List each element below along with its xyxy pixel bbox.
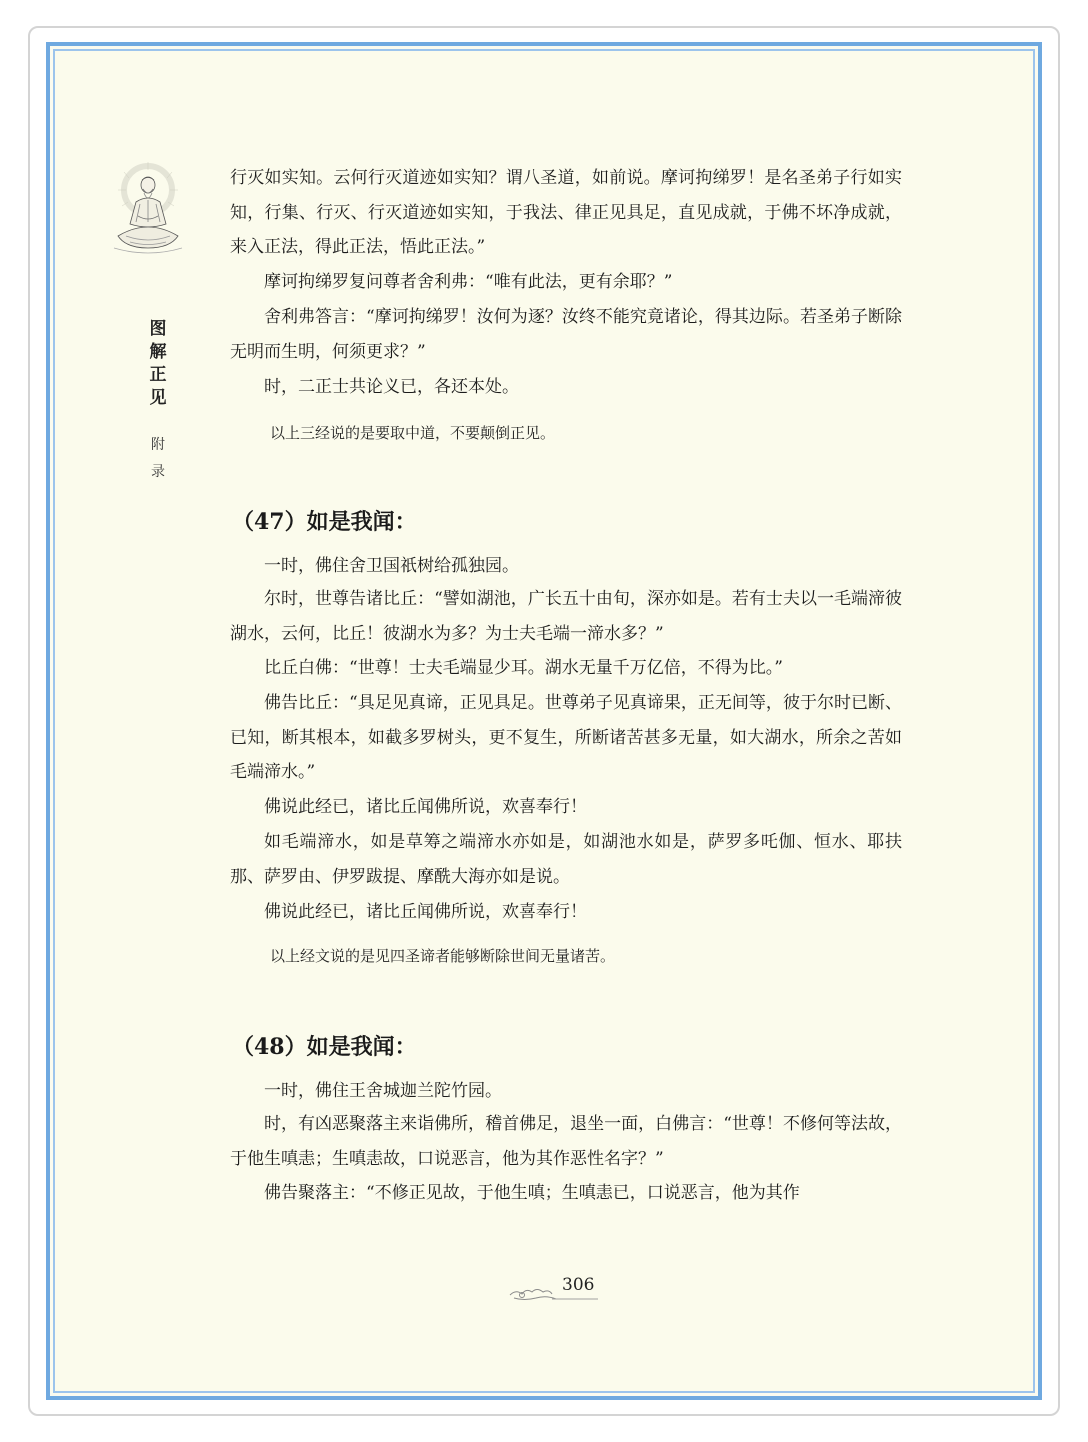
paragraph-continuation: 行灭如实知。云何行灭道迹如实知？谓八圣道，如前说。摩诃拘绨罗！是名圣弟子行如实知，行集、行灭、行灭道迹如实知，于我法、律正见具足，直见成就，于佛不坏净成就，来入正法，得此正法，悟此正法。” — [230, 168, 902, 257]
paragraph: 摩诃拘绨罗复问尊者舍利弗：“唯有此法，更有余耶？” — [264, 272, 673, 292]
paragraph: 佛说此经已，诸比丘闻佛所说，欢喜奉行！ — [264, 797, 587, 817]
paragraph: 时，二正士共论义已，各还本处。 — [264, 377, 519, 397]
side-title: 图解正见 — [149, 319, 167, 408]
paragraph: 一时，佛住王舍城迦兰陀竹园。 — [264, 1081, 502, 1101]
summary-note: 以上经文说的是见四圣谛者能够断除世间无量诸苦。 — [270, 947, 616, 965]
paragraph: 佛告聚落主：“不修正见故，于他生嗔；生嗔恚已，口说恶言，他为其作 — [264, 1183, 800, 1203]
paragraph: 时，有凶恶聚落主来诣佛所，稽首佛足，退坐一面，白佛言：“世尊！不修何等法故，于他生嗔恚；生嗔恚故，口说恶言，他为其作恶性名字？” — [230, 1114, 902, 1169]
section-heading-47: （47）如是我闻： — [232, 509, 417, 535]
summary-note: 以上三经说的是要取中道，不要颠倒正见。 — [270, 424, 556, 442]
paragraph: 尔时，世尊告诸比丘：“譬如湖池，广长五十由旬，深亦如是。若有士夫以一毛端渧彼湖水，云何，比丘！彼湖水为多？为士夫毛端一渧水多？” — [230, 589, 902, 644]
paragraph: 比丘白佛：“世尊！士夫毛端显少耳。湖水无量千万亿倍，不得为比。” — [264, 658, 783, 678]
paragraph: 一时，佛住舍卫国祇树给孤独园。 — [264, 556, 519, 576]
paragraph: 佛告比丘：“具足见真谛，正见具足。世尊弟子见真谛果，正无间等，彼于尔时已断、已知，断其根本，如截多罗树头，更不复生，所断诸苦甚多无量，如大湖水，所余之苦如毛端渧水。” — [230, 693, 902, 782]
page-number: 306 — [562, 1275, 595, 1295]
paragraph: 佛说此经已，诸比丘闻佛所说，欢喜奉行！ — [264, 902, 587, 922]
paragraph: 如毛端渧水，如是草筹之端渧水亦如是，如湖池水如是，萨罗多吒伽、恒水、耶扶那、萨罗由、伊罗跋提、摩酰大海亦如是说。 — [230, 832, 902, 887]
paragraph: 舍利弗答言：“摩诃拘绨罗！汝何为逐？汝终不能究竟诸论，得其边际。若圣弟子断除无明而生明，何须更求？” — [230, 307, 902, 362]
meditating-monk-illustration — [104, 160, 192, 260]
page-footer — [508, 1275, 598, 1303]
section-heading-48: （48）如是我闻： — [232, 1034, 417, 1060]
side-subtitle: 附录 — [151, 437, 165, 480]
